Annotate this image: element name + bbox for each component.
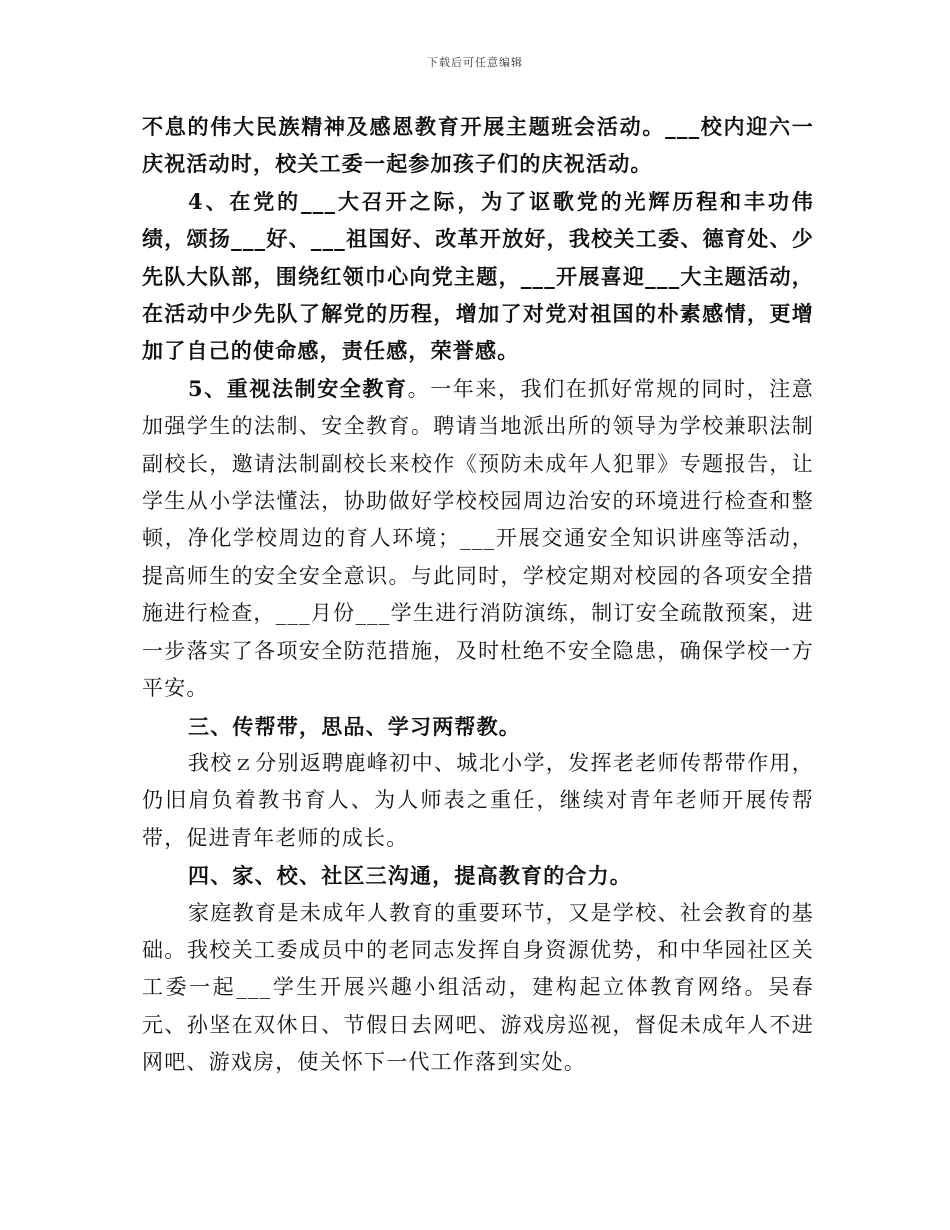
section-heading-3: 三、传帮带，思品、学习两帮教。 <box>188 713 521 739</box>
paragraph-item-5-body: 。一年来，我们在抓好常规的同时，注意加强学生的法制、安全教育。聘请当地派出所的领导为学校兼职法制副校长，邀请法制副校长来校作《预防未成年人犯罪》专题报告，让学生从小学法懂法，协助做好学校校园周边治安的环境进行检查和整顿，净化学校周边的育人环境；___开展交通安全知识讲座等活动，提高师生的安全安全意识。与此同时，学校定期对校园的各项安全措施进行检查，___月份___学生进行消防演练，制订安全疏散预案，进一步落实了各项安全防范措施，及时杜绝不安全隐患，确保学校一方平安。 <box>142 376 814 701</box>
paragraph-item-5 <box>142 370 814 708</box>
paragraph-item-5-lead: 5、重视法制安全教育 <box>188 375 408 401</box>
paragraph-family-school: 家庭教育是未成年人教育的重要环节，又是学校、社会教育的基础。我校关工委成员中的老同志发挥自身资源优势，和中华园社区关工委一起___学生开展兴趣小组活动，建构起立体教育网络。吴春元、孙坚在双休日、节假日去网吧、游戏房巡视，督促未成年人不进网吧、游戏房，使关怀下一代工作落到实处。 <box>142 900 814 1075</box>
paragraph-mentoring: 我校ｚ分别返聘鹿峰初中、城北小学，发挥老老师传帮带作用，仍旧肩负着教书育人、为人师表之重任，继续对青年老师开展传帮带，促进青年老师的成长。 <box>142 750 814 850</box>
paragraph-item-4: 4、在党的___大召开之际，为了讴歌党的光辉历程和丰功伟绩，颂扬___好、___祖国好、改革开放好，我校关工委、德育处、少先队大队部，围绕红领巾心向党主题，___开展喜迎___大主题活动，在活动中少先队了解党的历程，增加了对党对祖国的朴素感情，更增加了自己的使命感，责任感，荣誉感。 <box>142 188 814 364</box>
page-header: 下载后可任意编辑 <box>427 56 523 69</box>
document-body <box>142 108 814 1082</box>
paragraph-continuation: 不息的伟大民族精神及感恩教育开展主题班会活动。___校内迎六一庆祝活动时，校关工委一起参加孩子们的庆祝活动。 <box>142 114 814 177</box>
section-heading-4: 四、家、校、社区三沟通，提高教育的合力。 <box>188 863 632 889</box>
